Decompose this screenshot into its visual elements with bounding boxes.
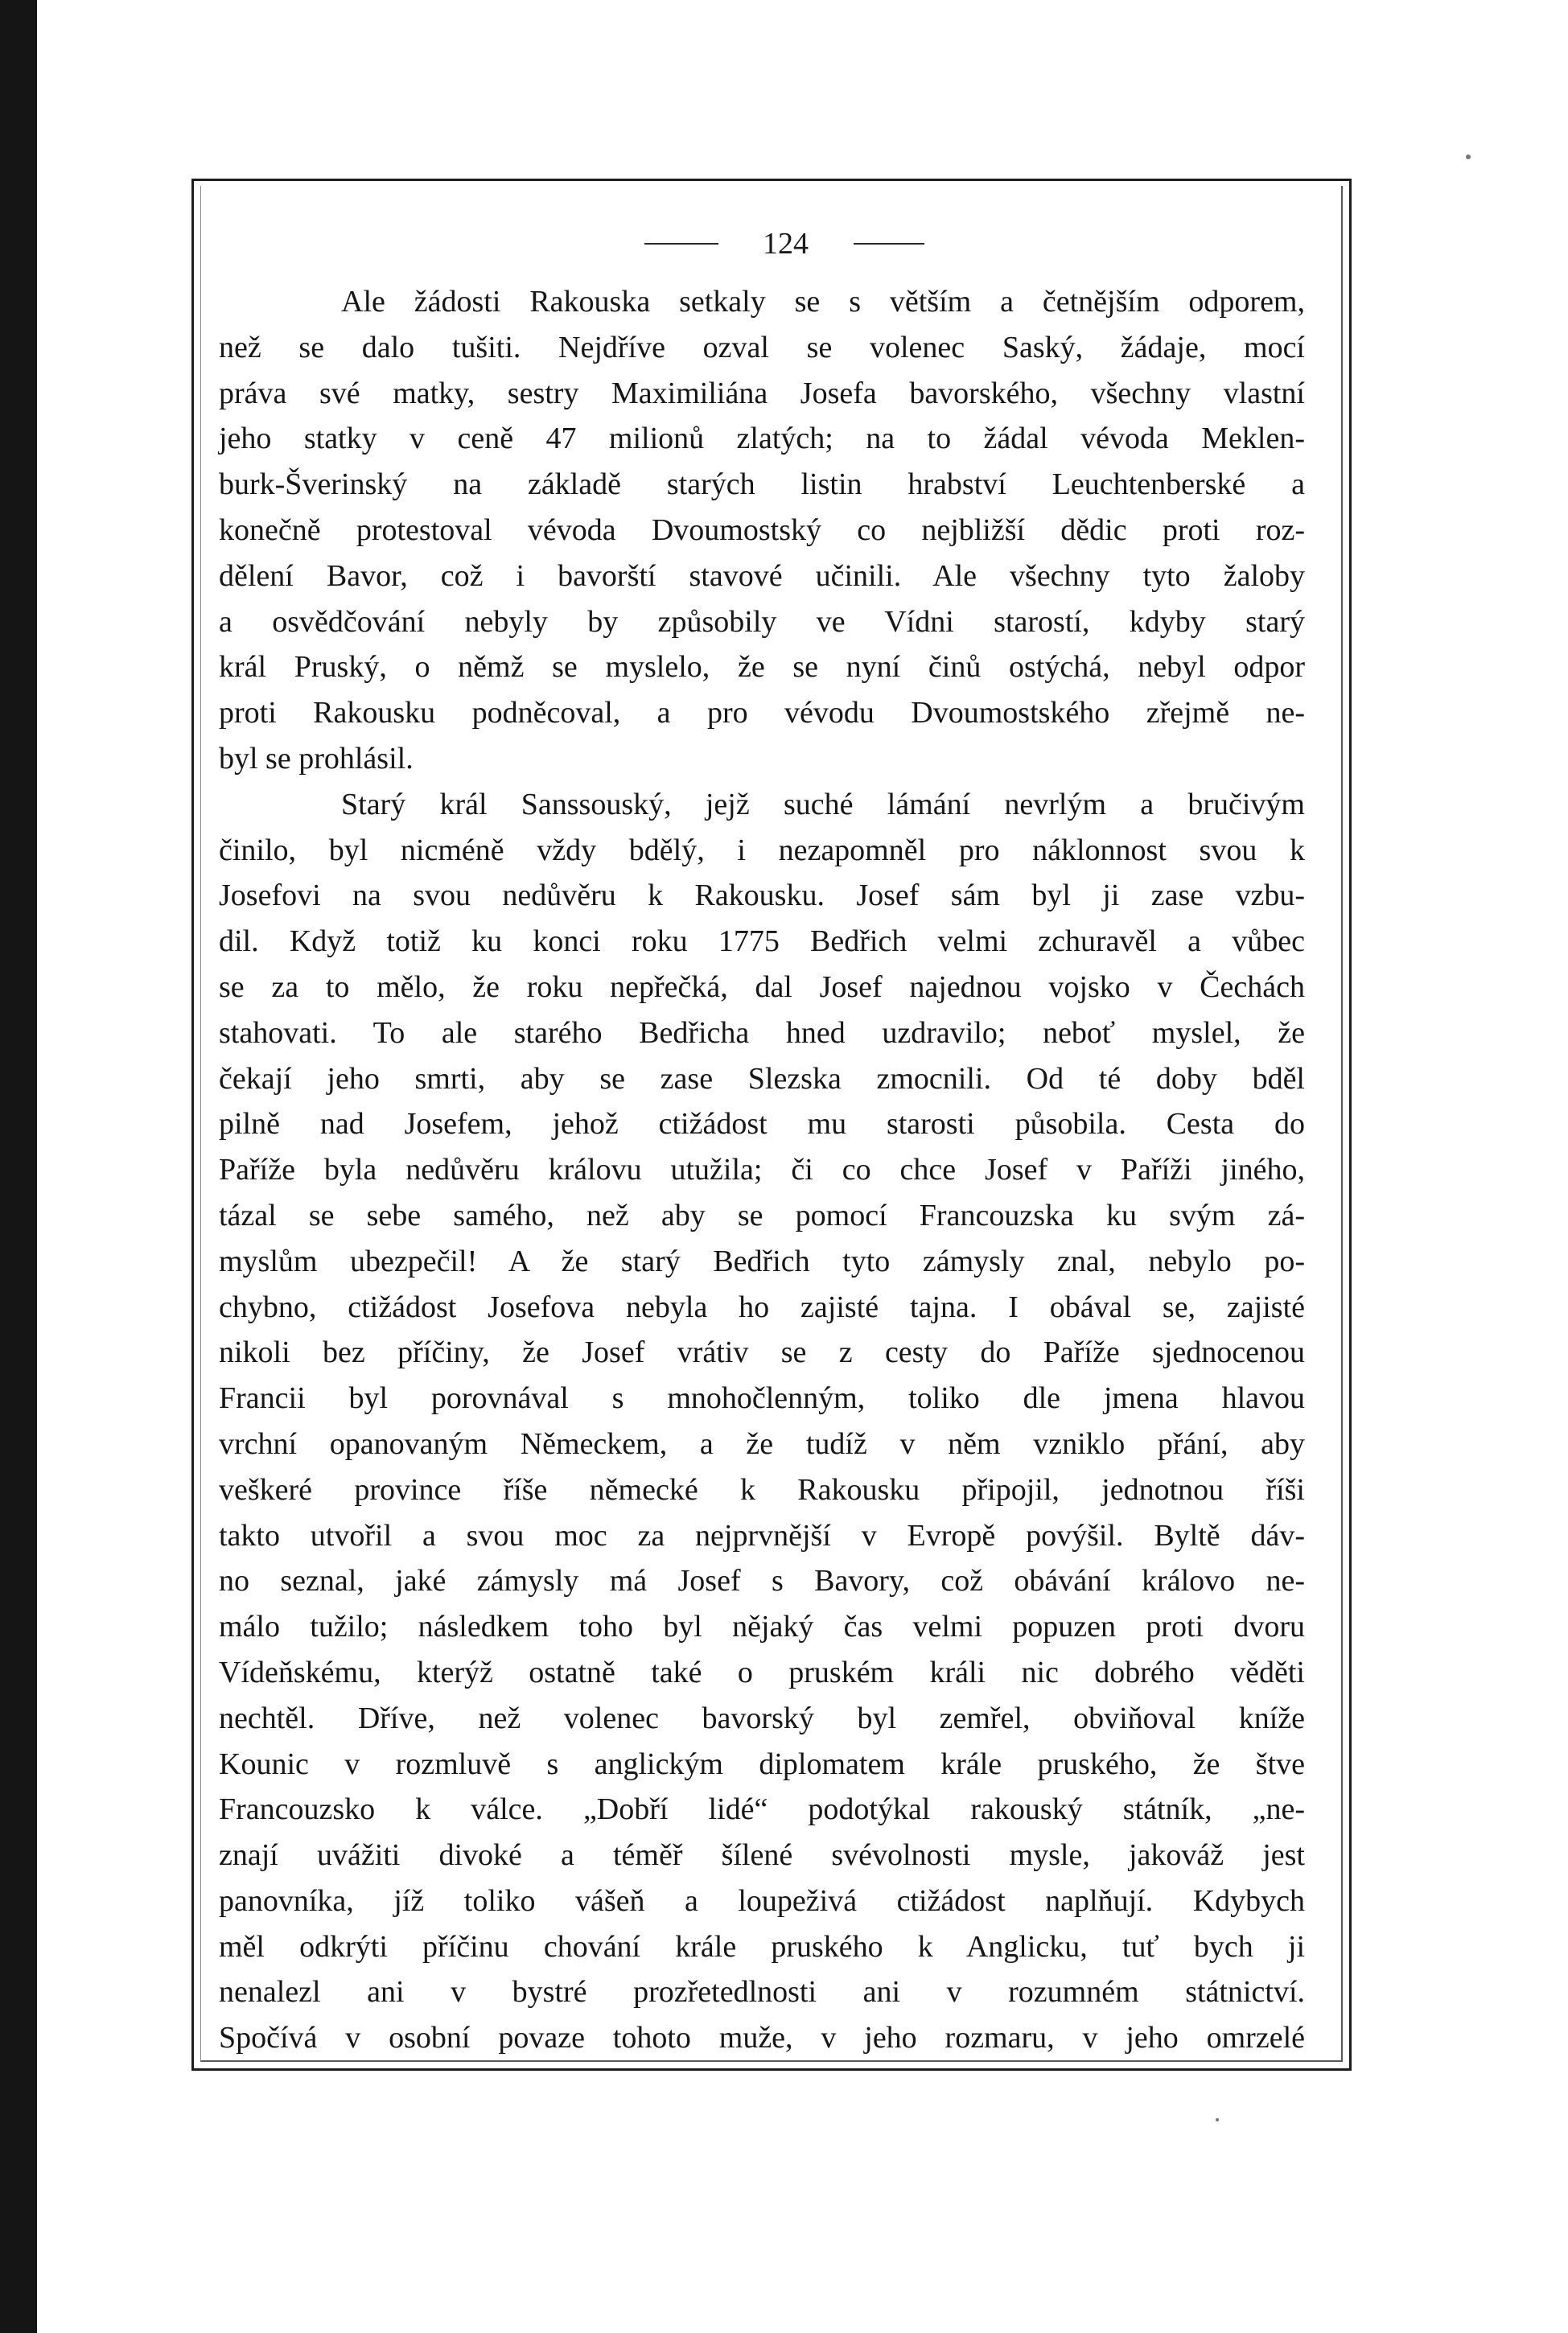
text-line: činilo, byl nicméně vždy bdělý, i nezapomněl pro náklonnost svou k bbox=[219, 833, 1305, 867]
text-line: král Pruský, o němž se myslelo, že se nyní činů ostýchá, nebyl odpor bbox=[219, 650, 1305, 685]
text-line: se za to mělo, že roku nepřečká, dal Josef najednou vojsko v Čechách bbox=[219, 969, 1305, 1004]
text-line: nenalezl ani v bystré prozřetedlnosti ani v rozumném státnictví. bbox=[219, 1975, 1305, 2010]
text-line: než se dalo tušiti. Nejdříve ozval se volenec Saský, žádaje, mocí bbox=[219, 330, 1305, 364]
scan-speck bbox=[1466, 154, 1471, 159]
text-line: práva své matky, sestry Maximiliána Josefa bavorského, všechny vlastní bbox=[219, 376, 1305, 410]
text-line: nechtěl. Dříve, než volenec bavorský byl zemřel, obviňoval kníže bbox=[219, 1701, 1305, 1735]
page-header bbox=[0, 219, 1568, 264]
text-line: proti Rakousku podněcoval, a pro vévodu Dvoumostského zřejmě ne- bbox=[219, 696, 1305, 730]
header-rule-left bbox=[644, 243, 718, 245]
text-line: stahovati. To ale starého Bedřicha hned uzdravilo; neboť myslel, že bbox=[219, 1015, 1305, 1050]
body-text bbox=[219, 279, 1305, 2061]
text-line: Ale žádosti Rakouska setkaly se s větším a četnějším odporem, bbox=[341, 285, 1305, 319]
text-line: jeho statky v ceně 47 milionů zlatých; na to žádal vévoda Meklen- bbox=[219, 422, 1305, 456]
text-line: dil. Když totiž ku konci roku 1775 Bedřich velmi zchuravěl a vůbec bbox=[219, 924, 1305, 959]
text-line: konečně protestoval vévoda Dvoumostský co nejbližší dědic proti roz- bbox=[219, 512, 1305, 547]
text-line: málo tužilo; následkem toho byl nějaký čas velmi popuzen proti dvoru bbox=[219, 1610, 1305, 1644]
text-line: Josefovi na svou nedůvěru k Rakousku. Josef sám byl ji zase vzbu- bbox=[219, 878, 1305, 913]
text-line: Francii byl porovnával s mnohočlenným, toliko dle jmena hlavou bbox=[219, 1381, 1305, 1416]
text-line: veškeré province říše německé k Rakousku připojil, jednotnou říši bbox=[219, 1472, 1305, 1507]
scan-left-edge bbox=[0, 0, 37, 2333]
text-line: měl odkrýti příčinu chování krále pruského k Anglicku, tuť bych ji bbox=[219, 1929, 1305, 1964]
text-line: dělení Bavor, což i bavorští stavové učinili. Ale všechny tyto žaloby bbox=[219, 558, 1305, 593]
text-line: burk-Šverinský na základě starých listin hrabství Leuchtenberské a bbox=[219, 467, 1305, 502]
text-line: Vídeňskému, kterýž ostatně také o pruském králi nic dobrého věděti bbox=[219, 1655, 1305, 1689]
text-line: byl se prohlásil. bbox=[219, 741, 414, 776]
text-line: pilně nad Josefem, jehož ctižádost mu starosti působila. Cesta do bbox=[219, 1107, 1305, 1142]
text-line: a osvědčování nebyly by způsobily ve Vídni starostí, kdyby starý bbox=[219, 604, 1305, 639]
text-line: no seznal, jaké zámysly má Josef s Bavory, což obávání královo ne- bbox=[219, 1564, 1305, 1599]
text-line: Starý král Sanssouský, jejž suché lámání nevrlým a bručivým bbox=[341, 787, 1305, 821]
text-line: takto utvořil a svou moc za nejprvnější v Evropě povýšil. Byltě dáv- bbox=[219, 1518, 1305, 1553]
text-line: čekají jeho smrti, aby se zase Slezska zmocnili. Od té doby bděl bbox=[219, 1061, 1305, 1096]
text-line: nikoli bez příčiny, že Josef vrátiv se z cesty do Paříže sjednocenou bbox=[219, 1335, 1305, 1370]
text-line: myslům ubezpečil! A že starý Bedřich tyto zámysly znal, nebylo po- bbox=[219, 1244, 1305, 1278]
text-line: panovníka, jíž toliko vášeň a loupeživá ctižádost naplňují. Kdybych bbox=[219, 1883, 1305, 1918]
scan-speck bbox=[1216, 2118, 1219, 2121]
text-line: znají uvážiti divoké a téměř šílené svévolnosti mysle, jakováž jest bbox=[219, 1838, 1305, 1873]
text-line: Paříže byla nedůvěru královu utužila; či co chce Josef v Paříži jiného, bbox=[219, 1153, 1305, 1187]
header-rule-right bbox=[854, 243, 924, 245]
text-line: Kounic v rozmluvě s anglickým diplomatem krále pruského, že štve bbox=[219, 1747, 1305, 1781]
text-line: Francouzsko k válce. „Dobří lidé“ podotýkal rakouský státník, „ne- bbox=[219, 1792, 1305, 1827]
text-line: tázal se sebe samého, než aby se pomocí Francouzska ku svým zá- bbox=[219, 1198, 1305, 1232]
text-line: vrchní opanovaným Německem, a že tudíž v něm vzniklo přání, aby bbox=[219, 1426, 1305, 1461]
page-number: 124 bbox=[763, 227, 809, 261]
text-line: chybno, ctižádost Josefova nebyla ho zajisté tajna. I obával se, zajisté bbox=[219, 1290, 1305, 1324]
text-line: Spočívá v osobní povaze tohoto muže, v jeho rozmaru, v jeho omrzelé bbox=[219, 2021, 1305, 2055]
